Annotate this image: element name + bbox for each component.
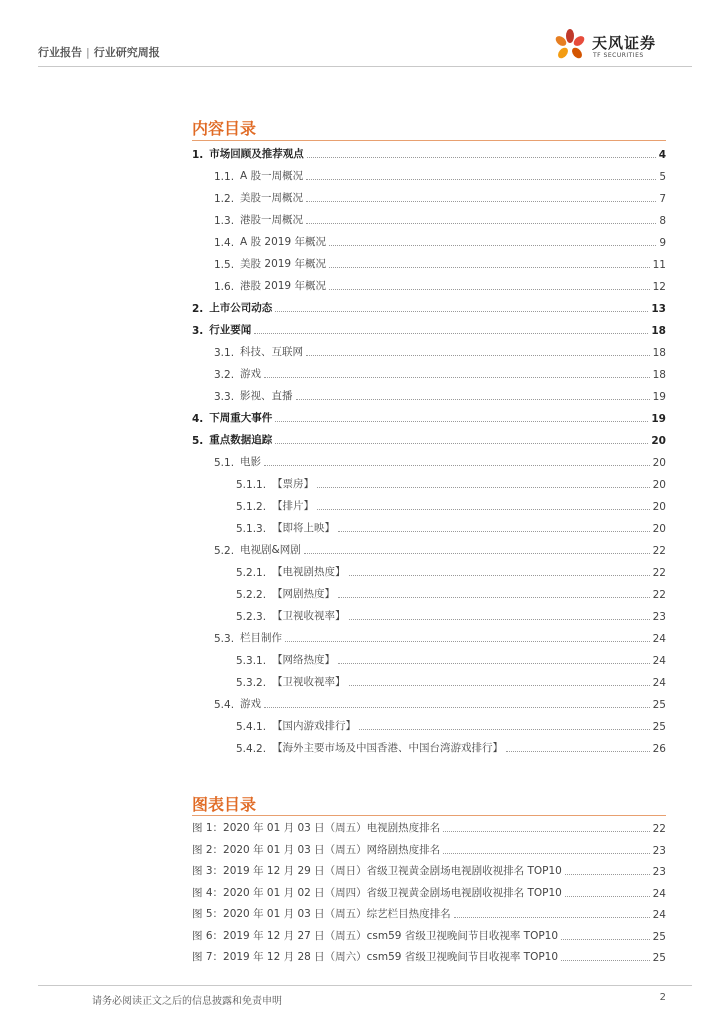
toc-entry-number: 5.1. — [214, 457, 235, 469]
toc-entry-title: 行业要闻 — [209, 324, 252, 336]
toc-entry-number: 1.4. — [214, 237, 235, 249]
toc-entry-title: 游戏 — [240, 368, 262, 380]
toc-entry-number: 4. — [192, 413, 204, 425]
footer-disclaimer: 请务必阅读正文之后的信息披露和免责申明 — [92, 996, 282, 1007]
toc-entry-page: 20 — [651, 435, 666, 447]
toc-entry-page: 20 — [652, 501, 666, 513]
toc-entry-title: 【海外主要市场及中国香港、中国台湾游戏排行】 — [272, 742, 504, 754]
toc-entry-title: 【排片】 — [272, 500, 315, 512]
toc-entry-number: 3. — [192, 325, 204, 337]
toc-leader-dots — [275, 421, 648, 422]
toc-entry-title: 影视、直播 — [240, 390, 293, 402]
figure-entry-title: 图 1：2020 年 01 月 03 日（周五）电视剧热度排名 — [192, 822, 441, 834]
toc-entry[interactable] — [236, 651, 666, 667]
figure-entry-page: 23 — [652, 866, 666, 878]
toc-entry[interactable] — [192, 409, 666, 425]
page-number: 2 — [659, 992, 666, 1003]
figure-entry-page: 24 — [652, 909, 666, 921]
toc-entry-title: 美股一周概况 — [240, 192, 304, 204]
toc-entry-title: 重点数据追踪 — [209, 434, 273, 446]
toc-leader-dots — [329, 245, 656, 246]
toc-entry-number: 1.3. — [214, 215, 235, 227]
toc-entry-title: A 股一周概况 — [240, 170, 304, 182]
figure-entry-page: 25 — [652, 930, 666, 943]
toc-leader-dots — [307, 157, 656, 158]
toc-title-rule — [192, 140, 666, 141]
toc-entry-number: 5.3.1. — [236, 655, 267, 667]
toc-entry[interactable] — [214, 541, 666, 557]
toc-entry[interactable] — [236, 585, 666, 601]
figure-entry-page: 23 — [652, 844, 666, 857]
toc-entry-title: A 股 2019 年概况 — [240, 236, 326, 248]
toc-entry[interactable] — [214, 387, 666, 403]
toc-entry-title: 港股 2019 年概况 — [240, 280, 326, 292]
toc-entry-page: 12 — [652, 281, 666, 293]
toc-entry[interactable] — [214, 453, 666, 469]
toc-entry-number: 5.1.1. — [236, 479, 267, 491]
toc-entry-number: 5.4.2. — [236, 743, 267, 755]
toc-entry-page: 24 — [652, 655, 666, 667]
breadcrumb-separator: | — [86, 46, 90, 59]
toc-entry-title: 【卫视收视率】 — [272, 610, 346, 622]
toc-entry-page: 22 — [652, 589, 666, 601]
logo-english-name: TF SECURITIES — [593, 52, 644, 59]
figure-entry-title: 图 7：2019 年 12 月 28 日（周六）csm59 省级卫视晚间节目收视率 TOP10 — [192, 951, 559, 963]
toc-entry-title: 下周重大事件 — [209, 412, 273, 424]
toc-entry-page: 5 — [659, 171, 666, 183]
toc-leader-dots — [317, 487, 650, 488]
figure-entry-title: 图 2：2020 年 01 月 03 日（周五）网络剧热度排名 — [192, 843, 441, 856]
figure-entry[interactable] — [192, 905, 666, 921]
toc-entry-page: 19 — [651, 413, 666, 425]
toc-leader-dots — [317, 509, 650, 510]
toc-leader-dots — [338, 531, 650, 532]
toc-leader-dots — [329, 289, 650, 290]
toc-entry-number: 5.4. — [214, 699, 235, 711]
toc-entry-title: 【国内游戏排行】 — [272, 720, 357, 732]
toc-entry-title: 科技、互联网 — [240, 346, 304, 358]
toc-entry[interactable] — [236, 717, 666, 733]
toc-entry[interactable] — [192, 431, 666, 447]
figure-entry[interactable] — [192, 884, 666, 900]
toc-entry[interactable] — [192, 145, 666, 161]
figure-entry-title: 图 3：2019 年 12 月 29 日（周日）省级卫视黄金剧场电视剧收视排名 TOP10 — [192, 865, 562, 877]
toc-entry-number: 3.1. — [214, 347, 235, 359]
toc-entry-page: 20 — [652, 479, 666, 491]
toc-leader-dots — [304, 553, 650, 554]
toc-leader-dots — [306, 201, 656, 202]
toc-entry-page: 26 — [652, 743, 666, 755]
figure-entry[interactable] — [192, 819, 666, 835]
figure-leader-dots — [565, 896, 650, 897]
toc-leader-dots — [275, 311, 648, 312]
toc-leader-dots — [338, 597, 650, 598]
toc-entry[interactable] — [236, 475, 666, 491]
toc-entry-page: 18 — [652, 369, 666, 381]
toc-entry[interactable] — [236, 563, 666, 579]
toc-entry[interactable] — [214, 189, 666, 205]
toc-entry-page: 23 — [652, 611, 666, 623]
toc-entry-page: 24 — [652, 633, 666, 645]
toc-entry-page: 20 — [652, 457, 666, 469]
toc-leader-dots — [338, 663, 650, 664]
toc-entry[interactable] — [214, 365, 666, 381]
toc-entry[interactable] — [214, 233, 666, 249]
toc-entry-number: 1.6. — [214, 281, 235, 293]
figure-entry[interactable] — [192, 948, 666, 964]
toc-entry-number: 5.4.1. — [236, 721, 267, 733]
toc-entry[interactable] — [236, 497, 666, 513]
figure-leader-dots — [454, 917, 650, 918]
toc-entry-number: 5.3.2. — [236, 677, 267, 689]
toc-entry-page: 11 — [652, 259, 666, 271]
toc-entry-page: 8 — [659, 215, 666, 227]
toc-entry-page: 22 — [652, 567, 666, 579]
toc-entry-title: 【即将上映】 — [272, 522, 336, 534]
toc-entry[interactable] — [236, 673, 666, 689]
toc-entry-number: 3.2. — [214, 369, 235, 381]
toc-leader-dots — [329, 267, 650, 268]
toc-entry-number: 3.3. — [214, 391, 235, 403]
report-subtype: 行业研究周报 — [93, 46, 160, 59]
toc-leader-dots — [275, 443, 648, 444]
logo-chinese-name: 天风证券 — [592, 34, 657, 52]
toc-entry-number: 2. — [192, 303, 204, 315]
breadcrumb — [38, 44, 160, 60]
toc-entry-page: 24 — [652, 677, 666, 689]
toc-entry-page: 18 — [651, 325, 666, 337]
toc-leader-dots — [349, 619, 650, 620]
toc-entry[interactable] — [236, 739, 666, 755]
toc-leader-dots — [306, 179, 656, 180]
toc-entry-number: 1.5. — [214, 259, 235, 271]
toc-entry-title: 栏目制作 — [240, 632, 283, 644]
page-header — [38, 28, 692, 76]
toc-entry-number: 1.1. — [214, 171, 235, 183]
toc-leader-dots — [306, 355, 650, 356]
toc-entry-page: 22 — [652, 545, 666, 557]
toc-entry[interactable] — [214, 277, 666, 293]
toc-leader-dots — [359, 729, 650, 730]
figure-entry[interactable] — [192, 841, 666, 857]
toc-leader-dots — [349, 575, 650, 576]
toc-entry[interactable] — [192, 321, 666, 337]
toc-entry-number: 5. — [192, 435, 204, 447]
toc-entry[interactable] — [192, 299, 666, 315]
toc-entry-number: 5.1.3. — [236, 523, 267, 535]
toc-entry[interactable] — [214, 255, 666, 271]
toc-entry-title: 港股一周概况 — [240, 214, 304, 226]
toc-leader-dots — [254, 333, 648, 334]
figure-leader-dots — [561, 960, 650, 961]
toc-entry-title: 【网络热度】 — [272, 654, 336, 666]
toc-entry-title: 市场回顾及推荐观点 — [209, 148, 304, 160]
figure-leader-dots — [561, 939, 650, 940]
toc-entry-title: 电视剧&网剧 — [240, 544, 301, 556]
toc-entry-page: 19 — [652, 391, 666, 403]
header-divider — [38, 66, 692, 67]
toc-entry-title: 【票房】 — [272, 478, 315, 490]
toc-entry-title: 【网剧热度】 — [272, 588, 336, 600]
footer-divider — [38, 985, 692, 986]
figures-title-rule — [192, 815, 666, 816]
toc-leader-dots — [285, 641, 650, 642]
toc-entry-page: 25 — [652, 699, 666, 711]
figure-entry-page: 24 — [652, 887, 666, 900]
toc-entry-number: 1. — [192, 149, 204, 161]
toc-leader-dots — [306, 223, 656, 224]
toc-entry[interactable] — [214, 629, 666, 645]
toc-entry-page: 7 — [659, 193, 666, 205]
toc-entry-title: 上市公司动态 — [209, 302, 273, 314]
toc-entry-title: 【电视剧热度】 — [272, 566, 346, 578]
toc-entry[interactable] — [236, 607, 666, 623]
figure-leader-dots — [443, 831, 649, 832]
toc-entry-number: 5.1.2. — [236, 501, 267, 513]
toc-entry-number: 5.2.3. — [236, 611, 267, 623]
toc-entry-number: 5.2. — [214, 545, 235, 557]
toc-entry[interactable] — [214, 211, 666, 227]
figure-entry-page: 22 — [652, 823, 666, 835]
toc-entry-title: 游戏 — [240, 698, 262, 710]
toc-entry-number: 1.2. — [214, 193, 235, 205]
toc-entry[interactable] — [214, 695, 666, 711]
toc-leader-dots — [296, 399, 650, 400]
toc-entry[interactable] — [214, 343, 666, 359]
figures-title: 图表目录 — [192, 795, 257, 814]
company-logo — [552, 28, 692, 68]
toc-entry-number: 5.3. — [214, 633, 235, 645]
figure-leader-dots — [443, 853, 649, 854]
toc-entry-title: 电影 — [240, 456, 262, 468]
toc-leader-dots — [264, 377, 650, 378]
toc-entry-page: 9 — [659, 237, 666, 249]
toc-entry-page: 18 — [652, 347, 666, 359]
toc-leader-dots — [506, 751, 650, 752]
toc-entry[interactable] — [214, 167, 666, 183]
report-type: 行业报告 — [38, 46, 82, 59]
figure-entry[interactable] — [192, 862, 666, 878]
toc-entry-page: 25 — [652, 721, 666, 733]
figure-entry-title: 图 6：2019 年 12 月 27 日（周五）csm59 省级卫视晚间节目收视率 TOP10 — [192, 929, 559, 942]
toc-entry-title: 美股 2019 年概况 — [240, 258, 326, 270]
flower-logo-icon — [552, 28, 588, 64]
figure-leader-dots — [565, 874, 650, 875]
figure-entry[interactable] — [192, 927, 666, 943]
toc-entry-number: 5.2.2. — [236, 589, 267, 601]
toc-leader-dots — [349, 685, 650, 686]
figure-entry-title: 图 5：2020 年 01 月 03 日（周五）综艺栏目热度排名 — [192, 908, 451, 920]
figure-entry-title: 图 4：2020 年 01 月 02 日（周四）省级卫视黄金剧场电视剧收视排名 TOP10 — [192, 886, 562, 899]
figure-entry-page: 25 — [652, 952, 666, 964]
toc-leader-dots — [264, 465, 650, 466]
toc-entry-page: 13 — [651, 303, 666, 315]
toc-entry-page: 4 — [658, 149, 666, 161]
toc-entry[interactable] — [236, 519, 666, 535]
toc-entry-number: 5.2.1. — [236, 567, 267, 579]
toc-title: 内容目录 — [192, 119, 257, 138]
toc-entry-title: 【卫视收视率】 — [272, 676, 346, 688]
toc-leader-dots — [264, 707, 650, 708]
toc-entry-page: 20 — [652, 523, 666, 535]
